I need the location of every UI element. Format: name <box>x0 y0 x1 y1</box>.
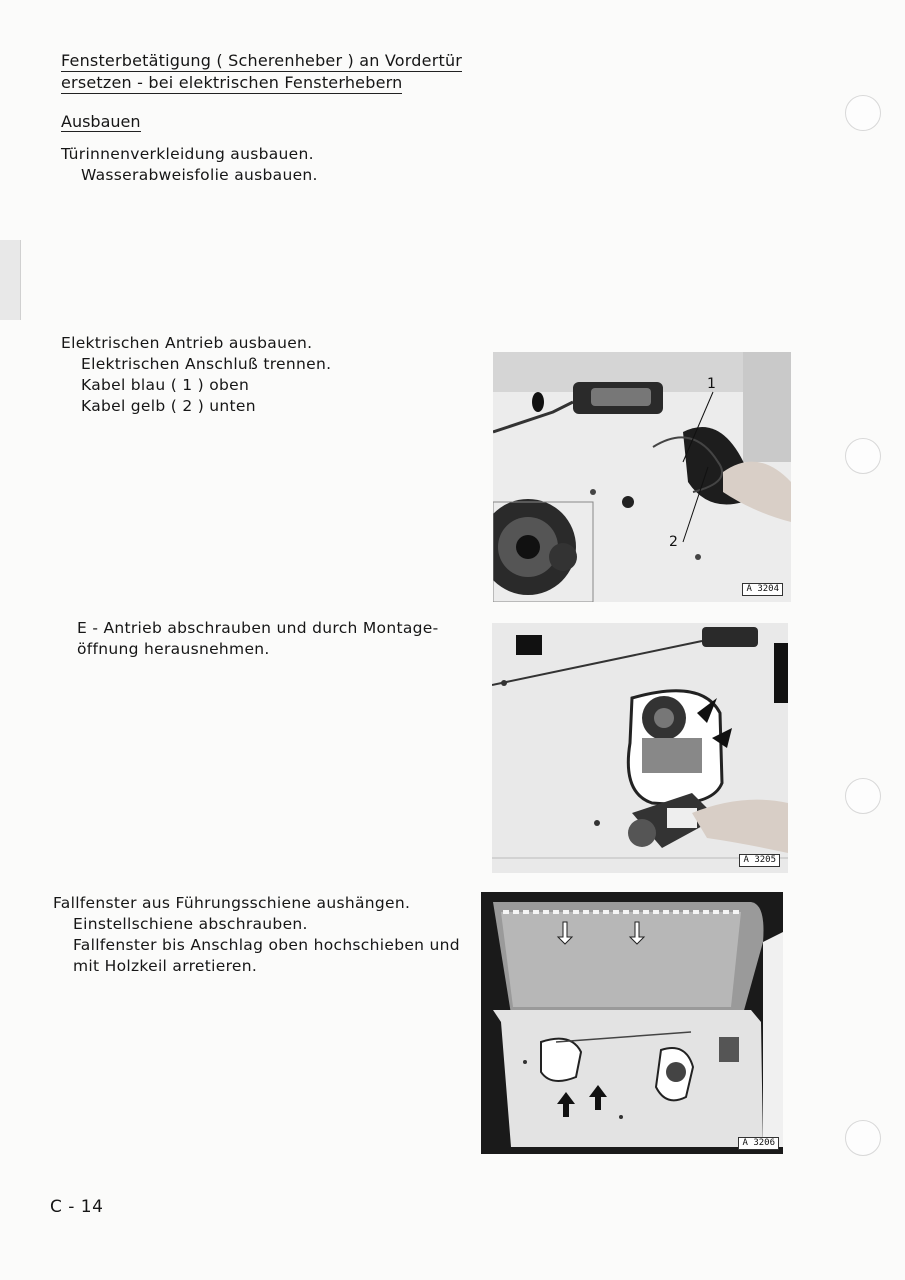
section-heading: Ausbauen <box>61 112 141 131</box>
step-text: Türinnenverkleidung ausbauen. <box>61 145 314 163</box>
figure-ref: A 3205 <box>739 854 780 867</box>
figure-ref: A 3204 <box>742 583 783 596</box>
section-remove-drive <box>77 618 439 660</box>
binder-hole <box>845 438 881 474</box>
callout-1: 1 <box>707 376 716 392</box>
page-title <box>61 50 462 94</box>
step-text: Elektrischen Anschluß trennen. <box>81 355 332 373</box>
section-ausbauen <box>61 112 318 186</box>
title-line-2: ersetzen - bei elektrischen Fensterhebern <box>61 73 403 92</box>
step-text: Kabel blau ( 1 ) oben <box>81 376 250 394</box>
callout-2: 2 <box>669 534 678 550</box>
step-text: Wasserabweisfolie ausbauen. <box>81 166 318 184</box>
step-text: mit Holzkeil arretieren. <box>73 957 258 975</box>
step-text: E - Antrieb abschrauben und durch Montage- <box>77 619 439 637</box>
figure-ref: A 3206 <box>738 1137 779 1150</box>
title-line-1: Fensterbetätigung ( Scherenheber ) an Vordertür <box>61 51 463 70</box>
binder-hole <box>845 778 881 814</box>
page-number: C - 14 <box>50 1197 104 1217</box>
binder-hole <box>845 1120 881 1156</box>
section-window <box>53 893 460 977</box>
figure-a3206 <box>481 892 783 1154</box>
step-text: Fallfenster aus Führungsschiene aushängen. <box>53 894 411 912</box>
binder-hole <box>845 95 881 131</box>
step-text: Fallfenster bis Anschlag oben hochschieben und <box>73 936 460 954</box>
section-tab <box>0 240 21 320</box>
step-text: Elektrischen Antrieb ausbauen. <box>61 334 313 352</box>
figure-a3205 <box>492 623 788 873</box>
section-drive <box>61 333 331 417</box>
figure-a3204 <box>493 352 791 602</box>
step-text: öffnung herausnehmen. <box>77 640 270 658</box>
step-text: Einstellschiene abschrauben. <box>73 915 308 933</box>
step-text: Kabel gelb ( 2 ) unten <box>81 397 256 415</box>
